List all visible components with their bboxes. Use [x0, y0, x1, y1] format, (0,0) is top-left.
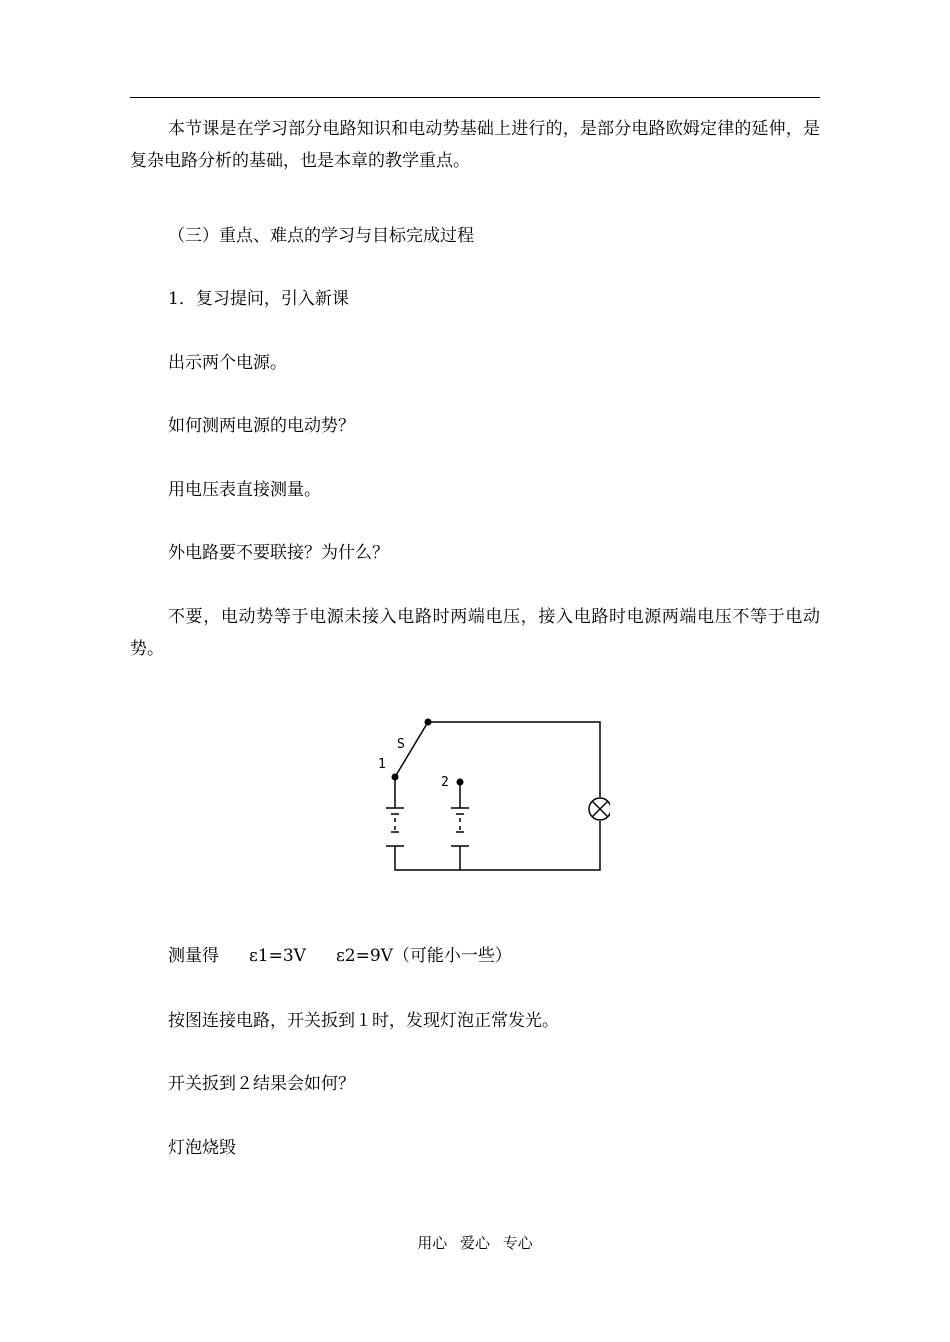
footer-text-a: 用心 — [417, 1234, 448, 1252]
terminal-1-dot — [392, 774, 399, 781]
paragraph-lamp-burns: 灯泡烧毁 — [168, 1138, 236, 1158]
measure-label: 测量得 — [168, 946, 219, 966]
wire-bottom — [395, 821, 600, 870]
header-rule — [130, 97, 820, 98]
footer-text-c: 专心 — [502, 1234, 533, 1252]
page-footer — [0, 1232, 950, 1253]
switch-label: S — [397, 737, 405, 752]
section-heading: （三）重点、难点的学习与目标完成过程 — [168, 226, 474, 246]
terminal-2-dot — [457, 779, 464, 786]
paragraph-question-emf: 如何测两电源的电动势？ — [168, 416, 355, 436]
paragraph-voltmeter: 用电压表直接测量。 — [168, 480, 321, 500]
paragraph-intro: 本节课是在学习部分电路知识和电动势基础上进行的，是部分电路欧姆定律的延伸，是复杂电路分析的基础，也是本章的教学重点。 — [130, 119, 820, 171]
emf-2-value: ε2=9V（可能小一些） — [335, 946, 512, 966]
circuit-diagram — [360, 700, 610, 880]
footer-text-b: 爱心 — [459, 1234, 490, 1252]
wire-top-right — [428, 722, 600, 797]
paragraph-show-sources: 出示两个电源。 — [168, 353, 287, 373]
switch-pivot — [425, 719, 432, 726]
terminal-1-label: 1 — [378, 757, 386, 772]
emf-1-value: ε1=3V — [249, 946, 306, 966]
subsection-heading: 1．复习提问，引入新课 — [168, 289, 349, 309]
terminal-2-label: 2 — [441, 775, 449, 790]
paragraph-measurement — [130, 940, 820, 972]
paragraph-switch-1: 按图连接电路，开关扳到１时，发现灯泡正常发光。 — [168, 1011, 559, 1031]
paragraph-answer-emf: 不要，电动势等于电源未接入电路时两端电压，接入电路时电源两端电压不等于电动势。 — [130, 607, 820, 659]
paragraph-switch-2: 开关扳到２结果会如何？ — [168, 1074, 355, 1094]
paragraph-question-external: 外电路要不要联接？为什么？ — [168, 543, 389, 563]
